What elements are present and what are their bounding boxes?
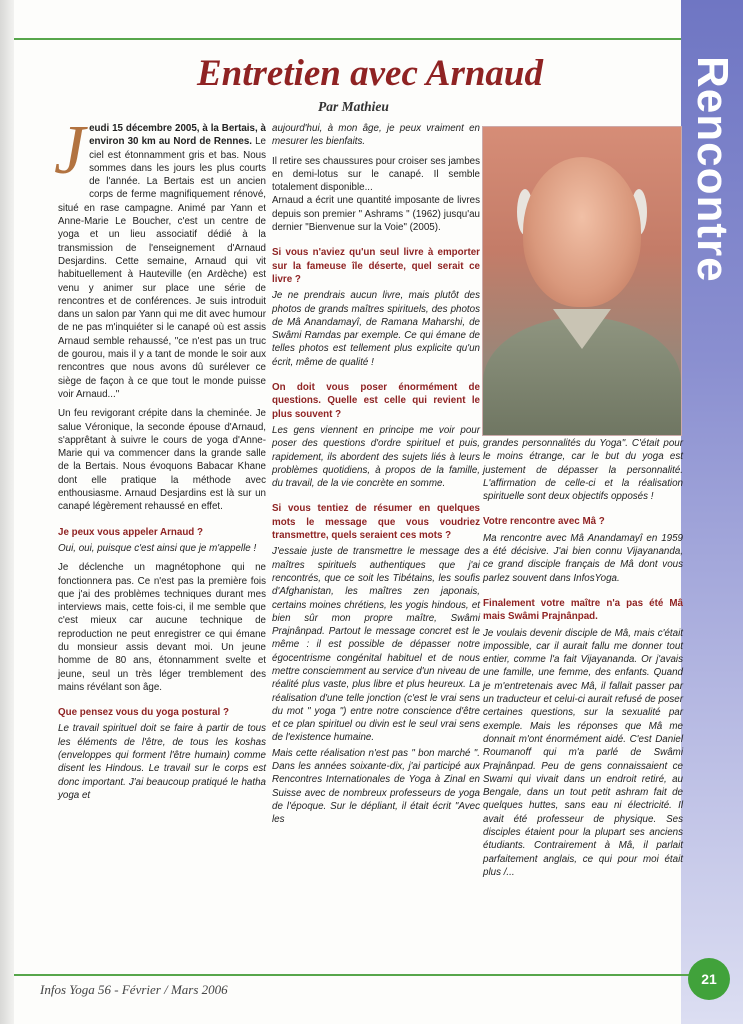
question-heading: Je peux vous appeler Arnaud ? — [58, 526, 203, 538]
answer-text: grandes personnalités du Yoga". C'était pour le moins étrange, car le but du yoga est justement de dépasser la personnalité. L'affirmation de celle-ci et la réalisation spirituelle sont deux objectifs opposés ! — [483, 438, 683, 503]
portrait-photo — [482, 126, 682, 436]
answer-text: Le travail spirituel doit se faire à partir de tous les éléments de l'être, de tous les koshas (enveloppes qui forment l'être humain) comme disent les Hindous. Le travail sur le corps est donc important. J'ai beaucoup pratiqué le hatha yoga et — [58, 723, 266, 801]
column-2 — [272, 122, 480, 833]
intro-paragraph — [54, 112, 267, 401]
photo-face — [523, 157, 641, 307]
question-heading: Finalement votre maître n'a pas été Mâ mais Swâmi Prajnânpad. — [483, 597, 683, 623]
question-heading: Votre rencontre avec Mâ ? — [483, 516, 605, 528]
paragraph: Je déclenche un magnétophone qui ne fonctionnera pas. Ce n'est pas la première fois que j'ai des problèmes techniques durant mes interviews mais, cette fois-ci, il me semble que c'est mieux car aucune technique de reproduction ne peut enregistrer ce qui émane du monsieur assis devant moi. Un jeune homme de 80 ans, étonnamment svelte et jeune, seul un très léger tremblement des mains révélant son âge. — [58, 562, 266, 693]
question-heading: Que pensez vous du yoga postural ? — [58, 707, 229, 719]
answer-text: Mais cette réalisation n'est pas " bon marché ". Dans les années soixante-dix, j'ai participé aux Rencontres Internationales de Yoga à Zinal en Suisse avec de nombreux professeurs de yoga de l'époque. Sur le dépliant, il était écrit "Avec les — [272, 747, 480, 826]
column-1 — [54, 112, 267, 808]
column-3 — [483, 437, 683, 885]
question-heading: On doit vous poser énormément de questions. Quelle est celle qui revient le plus souvent ? — [272, 382, 480, 420]
footer-issue: Infos Yoga 56 - Février / Mars 2006 — [40, 982, 228, 997]
section-label: Rencontre — [688, 56, 737, 283]
question-heading: Si vous tentiez de résumer en quelques mots le message que vous voudriez transmettre, quels seraient ces mots ? — [272, 503, 480, 542]
answer-text: Oui, oui, puisque c'est ainsi que je m'appelle ! — [58, 542, 257, 554]
paragraph: Un feu revigorant crépite dans la cheminée. Je salue Véronique, la seconde épouse d'Arnaud, s'apprêtant à suivre le cours de yoga d'Anne-Marie qui va commencer dans la grande salle de la Bertais. Nous évoquons Babacar Khane dont elle pratique la méthode avec enthousiasme. Arnaud Desjardins est là sur un canapé légèrement rehaussé en effet. — [58, 408, 266, 513]
top-rule — [14, 38, 743, 40]
answer-text: Ma rencontre avec Mâ Anandamayî en 1959 a été décisive. J'ai bien connu Vijayananda, ce grand disciple français de Mâ dont vous parlez souvent dans InfosYoga. — [483, 532, 683, 584]
paragraph-text: Le ciel est étonnamment gris et bas. Nous sommes dans les jours les plus courts de l'année. La Bertais est un ancien corps de ferme magnifiquement rénové, situé en rase campagne. Animé par Yann et Anne-Marie Le Boucher, c'est un centre de yoga et un lieu associatif dédié à la transmission de l'enseignement d'Arnaud Desjardins. Cette semaine, Arnaud qui vit habituellement à Hauteville (en Ardèche) est venu y animer sur place une série de rencontres et de conférences. Je suis introduit dans un salon par Yann qui me dit avec humour de ne pas m'inquiéter si le canapé où est assis Arnaud semble rehaussé, "ce n'est pas un truc de gourou, mais il y a tant de monde le soir aux rencontres que nous avons dû surélever ce siège de façon à ce que tout le monde puisse voir Arnaud..." — [58, 136, 267, 400]
bottom-rule — [14, 974, 714, 976]
page-number: 21 — [688, 958, 730, 1000]
answer-text: Je ne prendrais aucun livre, mais plutôt des photos de grands maîtres spirituels, des photos de Mâ Anandamayî, de Ramana Maharshi, de Swâmi Ramdas par exemple. Ce qui émane de telles photos est tellement plus explicite qu'un écrit, même de qualité ! — [272, 290, 480, 368]
answer-text: J'essaie juste de transmettre le message des maîtres spirituels authentiques que j'ai rencontrés, que ce soit les Tibétains, les soufis d'Afghanistan, les maîtres zen japonais, certains moines chrétiens, les yogis hindous, et bien sûr mon propre maître, Swâmi Prajnânpad. Partout le message concret est le même : il est possible de dépasser notre égocentrisme congénital habituel et de nous mettre consciemment au service d'un niveau de réalité plus vaste, plus libre et plus heureux. La réalisation d'une telle jonction (c'est le vrai sens du mot " yoga ") entre notre conscience d'être et ce plan spirituel ou divin est le seul vrai sens de l'existence humaine. — [272, 546, 480, 744]
page-edge-shadow — [0, 0, 14, 1024]
paragraph: Il retire ses chaussures pour croiser ses jambes en demi-lotus sur le canapé. Il semble totalement disponible... — [272, 155, 480, 194]
answer-text: Les gens viennent en principe me voir pour poser des questions d'ordre spirituel et puis, rapidement, ils abordent des sujets liés à leurs problèmes quotidiens, à propos de la famille, du travail, de la vie concrète en somme. — [272, 424, 480, 490]
paragraph: Arnaud a écrit une quantité imposante de livres depuis son premier " Ashrams " (1962) jusqu'au dernier "Bienvenue sur la Voie" (2005). — [272, 195, 480, 234]
article-byline: Par Mathieu — [318, 99, 389, 114]
drop-cap: J — [54, 112, 86, 189]
answer-text — [483, 627, 683, 880]
article-title: Entretien avec Arnaud — [196, 53, 544, 94]
answer-text: aujourd'hui, à mon âge, je peux vraiment en mesurer les bienfaits. — [272, 123, 480, 148]
answer-part: C'est Daniel Roumanoff qui m'a parlé de Swâmi Prajnânpad. Peu de gens connaissaient ce Swami qui vivait dans un endroit retiré, au Bengale, dans un tout petit ashram fait de quelques huttes, sans eau ni électricité. Il avait été professeur de physique. Ses disciples étaient pour la plupart ses anciens étudiants. Contrairement à Mâ, il parlait parfaitement anglais, ce qui pour moi était plus /... — [483, 733, 683, 878]
lead-text: eudi 15 décembre 2005, à la Bertais, à environ 30 km au Nord de Rennes. — [89, 123, 266, 148]
answer-part: Je voulais devenir disciple de Mâ, mais c'était impossible, car il aurait fallu me donner tout entier, comme l'a fait Vijayananda. Or j'avais une famille, une femme, des enfants. Quand je m'entretenais avec Mâ, il fallait passer par un traducteur et celui-ci aurait refusé de poser certaines questions, sur la sexualité par exemple. Mais les réponses que Mâ me donnait m'ont énormément aidé. — [483, 627, 683, 745]
question-heading: Si vous n'aviez qu'un seul livre à emporter sur la fameuse île déserte, quel serait ce livre ? — [272, 247, 480, 285]
